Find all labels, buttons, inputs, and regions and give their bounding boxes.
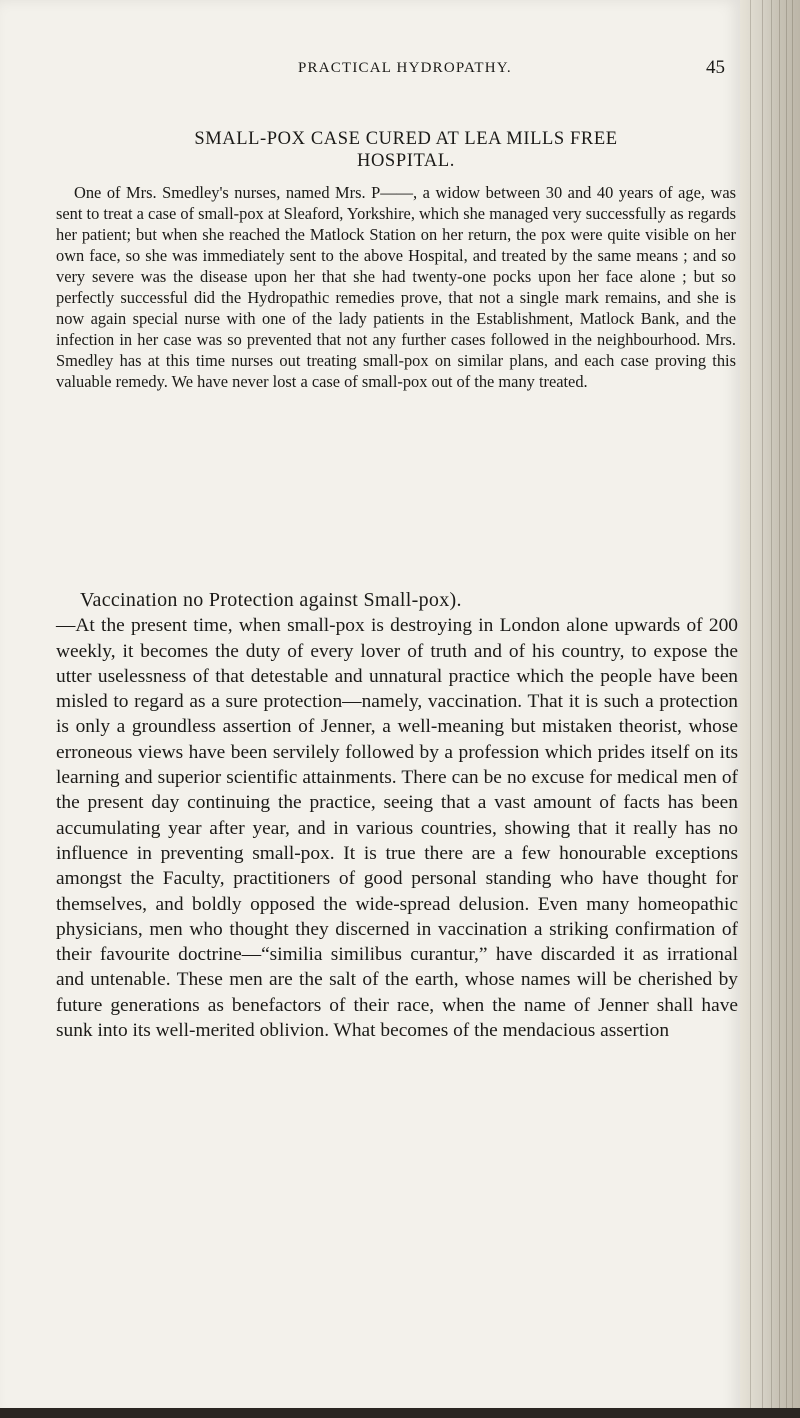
smallpox-case-section [56, 128, 736, 392]
vaccination-paragraph: —At the present time, when small-pox is destroying in London alone upwards of 200 weekly, it becomes the duty of every lover of truth and of his country, to expose the utter uselessness of that detestable and unnatural practice which the people have been misled to regard as a sure protection—namely, vaccination. That it is such a protection is only a groundless assertion of Jenner, a well-meaning but mistaken theorist, whose erroneous views have been servilely followed by a profession which prides itself on its learning and superior scientific attainments. There can be no excuse for medical men of the present day continuing the practice, seeing that a vast amount of facts has been accumulating year after year, and in various countries, showing that it really has no influence in preventing small-pox. It is true there are a few honourable exceptions amongst the Faculty, practitioners of good personal standing who have thought for themselves, and boldly opposed the wide-spread delusion. Even many homeopathic physicians, men who thought they discerned in vaccination a striking confirmation of their favourite doctrine—“similia similibus curantur,” have discarded it as irrational and untenable. These men are the salt of the earth, whose names will be cherished by future generations as benefactors of their race, when the name of Jenner shall have sunk into its well-merited oblivion. What becomes of the mendacious assertion [56, 615, 738, 1042]
section-heading-line-2: HOSPITAL. [357, 151, 455, 171]
scan-bottom-edge [0, 1408, 800, 1418]
section-heading [56, 128, 736, 172]
case-paragraph: One of Mrs. Smedley's nurses, named Mrs. P——, a widow between 30 and 40 years of age, was sent to treat a case of small-pox at Sleaford, Yorkshire, which she managed very successfully as regards her patient; but when she reached the Matlock Station on her return, the pox were quite visible on her own face, so she was immediately sent to the above Hospital, and treated by the same means ; and so very severe was the disease upon her that she had twenty-one pocks upon her face alone ; but so perfectly successful did the Hydropathic remedies prove, that not a single mark remains, and she is now again special nurse with one of the lady patients in the Establishment, Matlock Bank, and the infection in her case was so prevented that not any further cases followed in the neighbourhood. Mrs. Smedley has at this time nurses out treating small-pox on similar plans, and each case proving this valuable remedy. We have never lost a case of small-pox out of the many treated. [56, 183, 736, 391]
page-header [0, 57, 740, 84]
section-heading-line-1: SMALL-POX CASE CURED AT LEA MILLS FREE [194, 129, 618, 149]
page-edge [740, 0, 800, 1418]
running-head: PRACTICAL HYDROPATHY. [298, 60, 512, 76]
page-number: 45 [706, 57, 725, 78]
vaccination-run-in-heading: Vaccination no Protection against Small-pox). [80, 589, 462, 611]
vaccination-section [56, 588, 738, 1043]
